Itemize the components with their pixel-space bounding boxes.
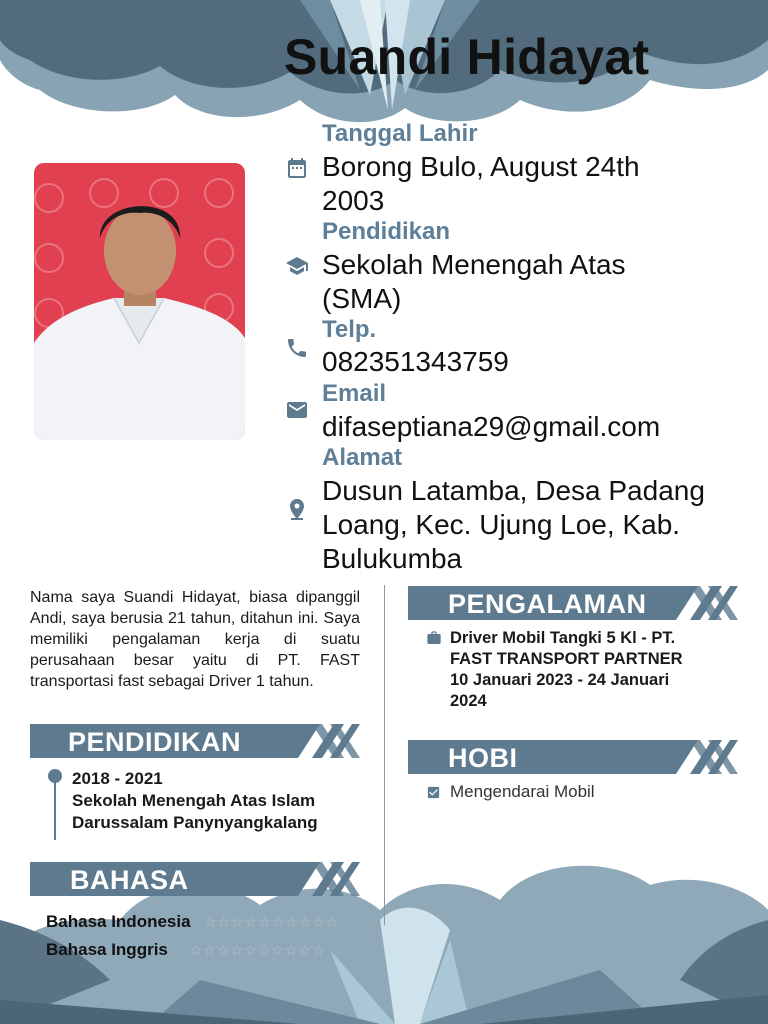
education-value: Sekolah Menengah Atas (SMA)	[322, 249, 626, 314]
experience-section-title: PENGALAMAN	[448, 589, 647, 619]
phone-icon	[285, 336, 309, 360]
address-value: Dusun Latamba, Desa Padang Loang, Kec. Ujung Loe, Kab. Bulukumba	[322, 475, 705, 574]
email-label: Email	[322, 380, 387, 407]
education-years: 2018 - 2021	[72, 769, 163, 788]
language-2-name: Bahasa Inggris	[46, 940, 168, 959]
timeline-line	[54, 780, 56, 840]
checkbox-icon	[426, 785, 441, 800]
birth-value: Borong Bulo, August 24th 2003	[322, 151, 640, 216]
briefcase-icon	[426, 630, 442, 646]
language-section-title: BAHASA	[70, 865, 189, 895]
experience-entry	[450, 628, 740, 712]
hobby-section-header	[408, 740, 738, 774]
phone-value: 082351343759	[322, 346, 509, 377]
double-chevron-icon	[678, 740, 738, 774]
address-label: Alamat	[322, 444, 403, 471]
column-divider	[384, 585, 385, 925]
double-chevron-icon	[300, 724, 360, 758]
experience-line1: Driver Mobil Tangki 5 Kl - PT.	[450, 629, 676, 647]
double-chevron-icon	[300, 862, 360, 896]
calendar-icon	[285, 156, 309, 180]
language-1-rating: ☆☆☆☆☆☆☆☆☆☆	[204, 914, 340, 930]
language-2-rating: ☆☆☆☆☆☆☆☆☆☆	[190, 942, 326, 958]
experience-line3: 10 Januari 2023 - 24 Januari	[450, 671, 670, 689]
graduation-cap-icon	[285, 254, 309, 278]
person-name: Suandi Hidayat	[284, 29, 650, 85]
phone-label: Telp.	[322, 316, 377, 343]
birth-label: Tanggal Lahir	[322, 120, 478, 147]
experience-line4: 2024	[450, 692, 487, 710]
hobby-item: Mengendarai Mobil	[450, 782, 595, 801]
email-value: difaseptiana29@gmail.com	[322, 411, 661, 442]
experience-line2: FAST TRANSPORT PARTNER	[450, 650, 683, 668]
double-chevron-icon	[678, 586, 738, 620]
education-section-title: PENDIDIKAN	[68, 727, 242, 757]
education-school-line1: Sekolah Menengah Atas Islam	[72, 791, 316, 810]
language-1-name: Bahasa Indonesia	[46, 912, 191, 931]
location-pin-icon	[285, 497, 309, 521]
experience-section-header	[408, 586, 738, 620]
education-school-line2: Darussalam Panynyangkalang	[72, 813, 318, 832]
hobby-section-title: HOBI	[448, 743, 518, 773]
about-text: Nama saya Suandi Hidayat, biasa dipanggil Andi, saya berusia 21 tahun, ditahun ini. Saya memiliki pengalaman kerja di suatu perusahaan besar yaitu di PT. FAST transportasi fast sebagai Driver 1 tahun.	[30, 589, 360, 690]
education-section-header	[30, 724, 360, 758]
envelope-icon	[285, 398, 309, 422]
education-label: Pendidikan	[322, 218, 451, 245]
education-entry	[72, 768, 318, 834]
language-section-header	[30, 862, 360, 896]
profile-photo	[34, 163, 245, 440]
